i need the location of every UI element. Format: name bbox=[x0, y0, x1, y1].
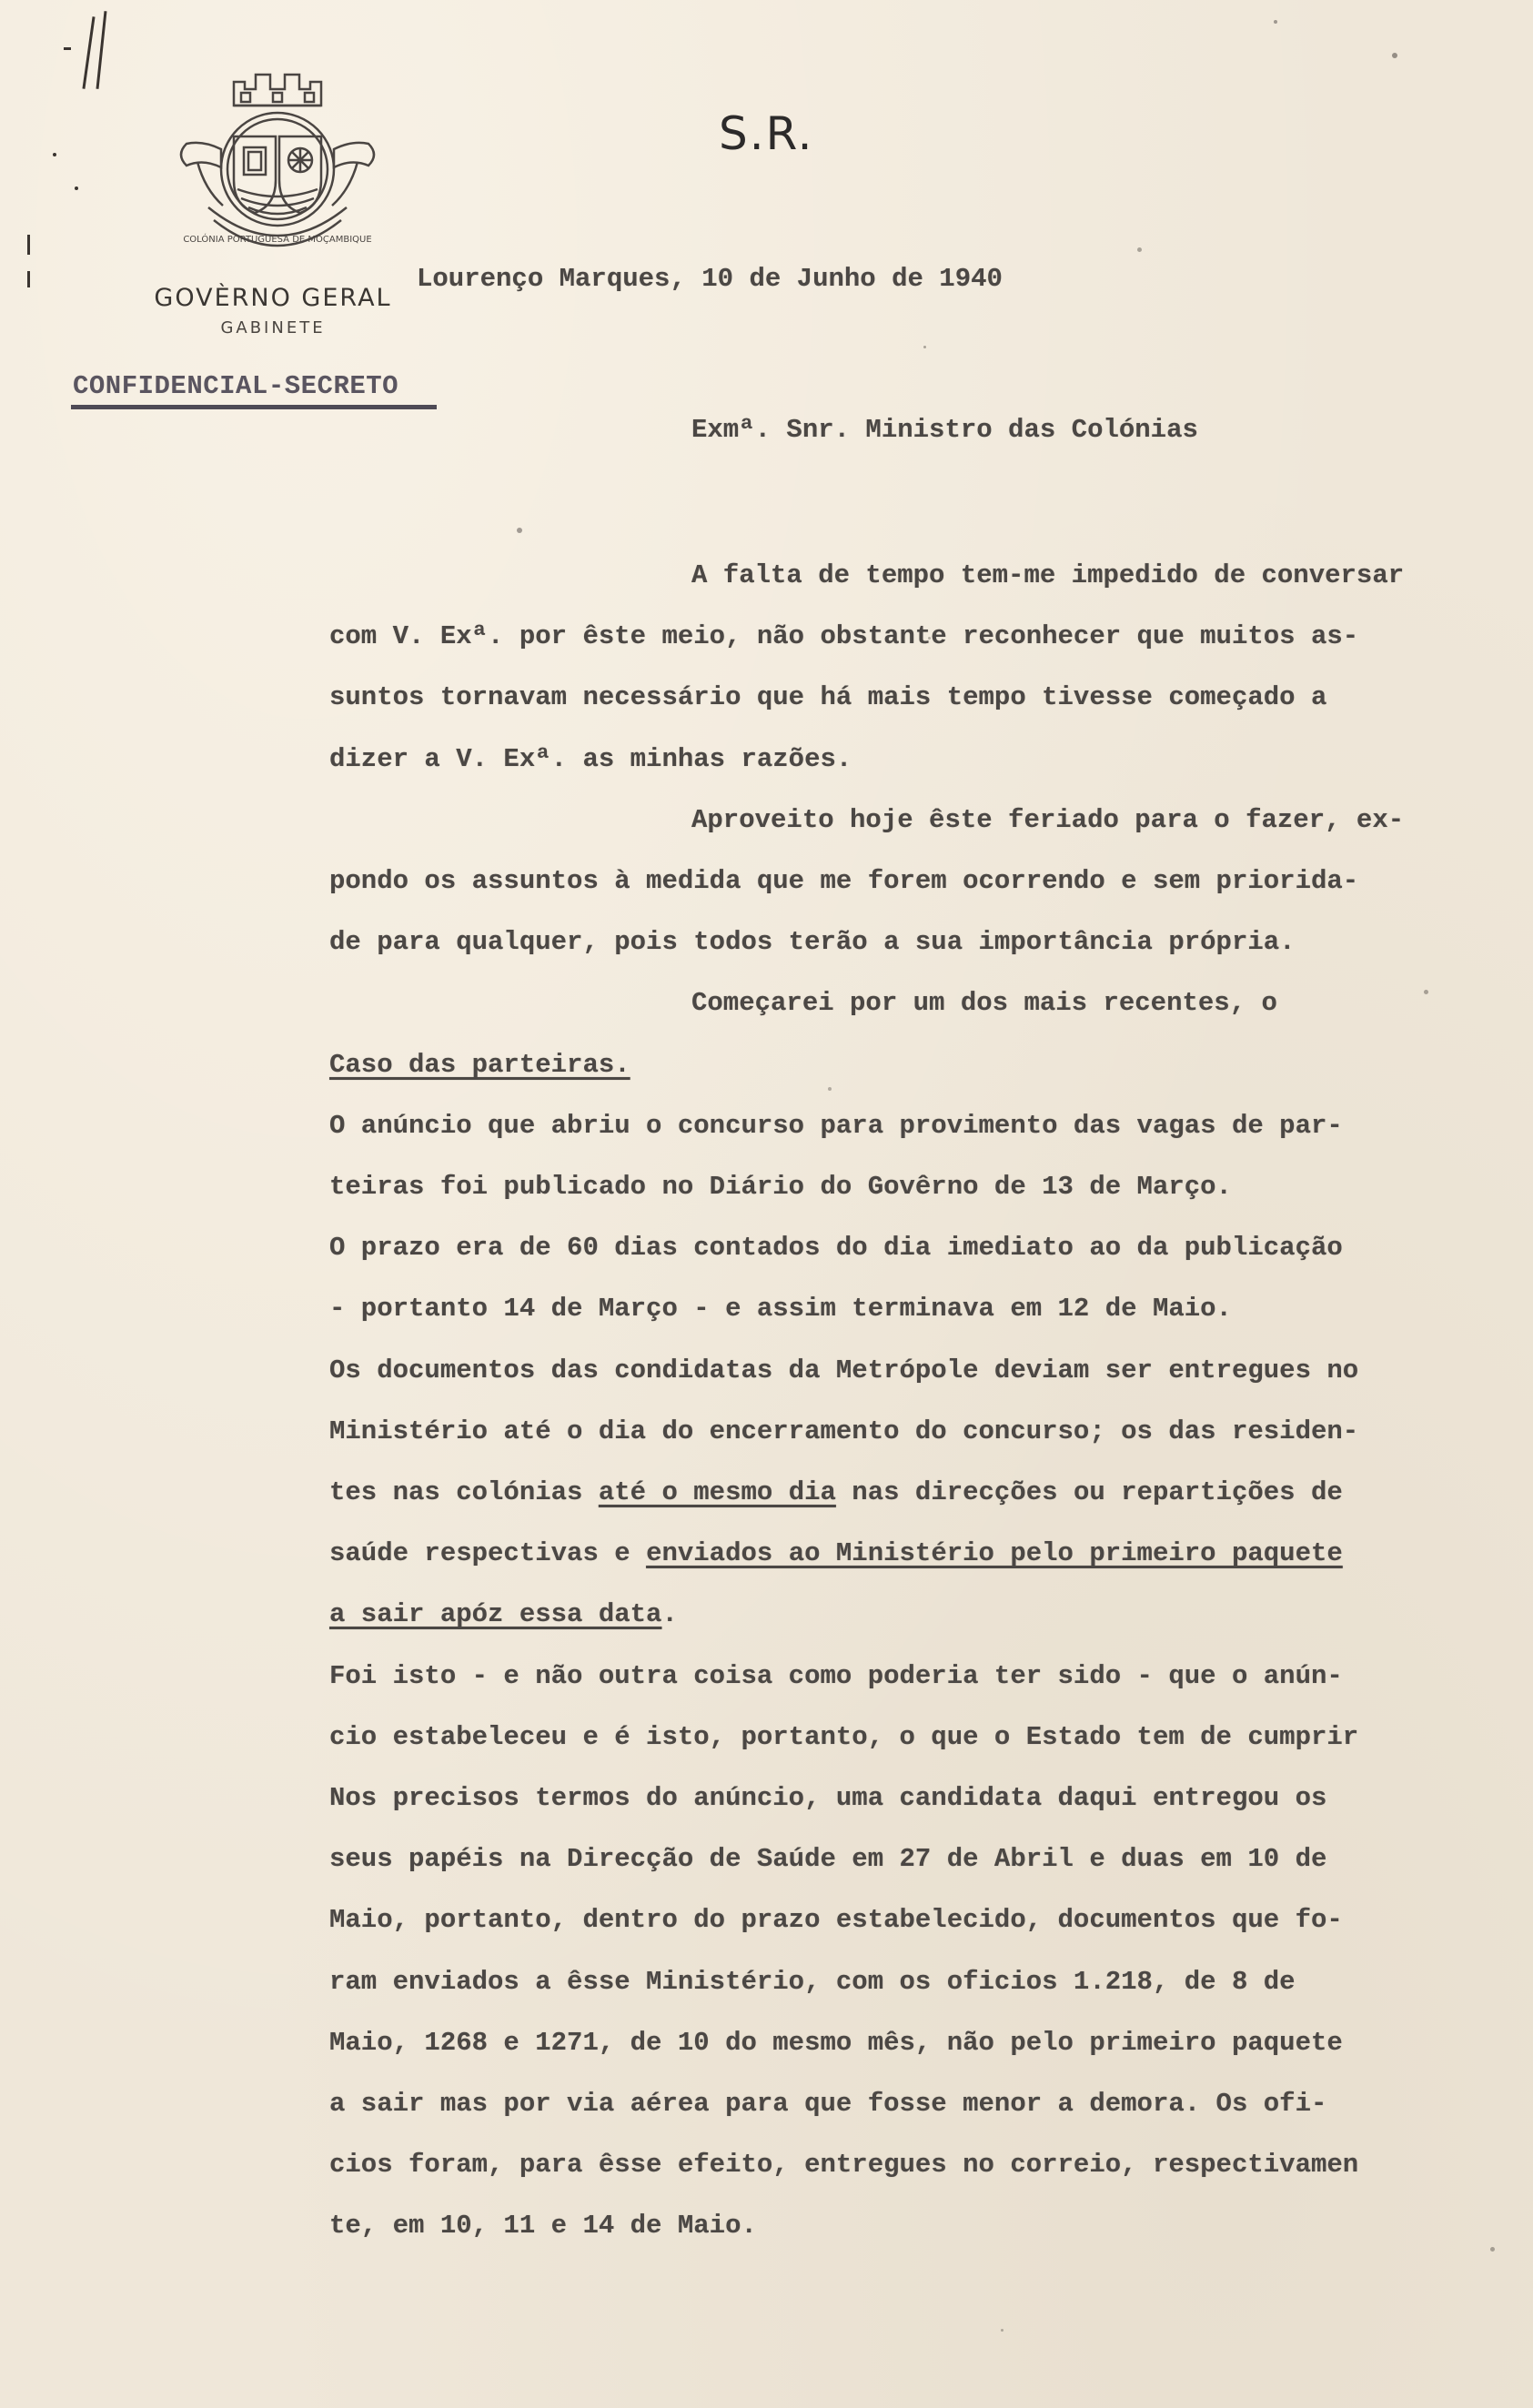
body-line: a sair mas por via aérea para que fosse menor a demora. Os ofi- bbox=[329, 2089, 1327, 2119]
body-line: dizer a V. Exª. as minhas razões. bbox=[329, 744, 852, 774]
body-line: com V. Exª. por êste meio, não obstante reconhecer que muitos as- bbox=[329, 621, 1359, 651]
body-line: O anúncio que abriu o concurso para provimento das vagas de par- bbox=[329, 1111, 1343, 1141]
body-line: cio estabeleceu e é isto, portanto, o que o Estado tem de cumprir bbox=[329, 1722, 1359, 1752]
security-mark: S.R. bbox=[719, 107, 814, 160]
body-line: suntos tornavam necessário que há mais tempo tivesse começado a bbox=[329, 682, 1327, 712]
body-line: - portanto 14 de Março - e assim terminava em 12 de Maio. bbox=[329, 1294, 1232, 1324]
body-line: saúde respectivas e enviados ao Ministério pelo primeiro paquete bbox=[329, 1538, 1343, 1568]
body-line: te, em 10, 11 e 14 de Maio. bbox=[329, 2211, 757, 2241]
body-line: Foi isto - e não outra coisa como poderia ter sido - que o anún- bbox=[329, 1661, 1343, 1691]
body-line: pondo os assuntos à medida que me forem ocorrendo e sem priorida- bbox=[329, 866, 1359, 896]
body-line: cios foram, para êsse efeito, entregues no correio, respectivamen bbox=[329, 2150, 1359, 2180]
body-line: teiras foi publicado no Diário do Govêrno de 13 de Março. bbox=[329, 1172, 1232, 1202]
department-name: GABINETE bbox=[220, 318, 326, 338]
body-line: Começarei por um dos mais recentes, o bbox=[691, 988, 1277, 1018]
body-line: Maio, 1268 e 1271, de 10 do mesmo mês, não pelo primeiro paquete bbox=[329, 2028, 1343, 2058]
body-line: Ministério até o dia do encerramento do concurso; os das residen- bbox=[329, 1416, 1359, 1446]
body-line: de para qualquer, pois todos terão a sua importância própria. bbox=[329, 927, 1296, 957]
body-line: O prazo era de 60 dias contados do dia imediato ao da publicação bbox=[329, 1233, 1343, 1263]
body-line: seus papéis na Direcção de Saúde em 27 de Abril e duas em 10 de bbox=[329, 1844, 1327, 1874]
classification-underline bbox=[71, 405, 437, 409]
body-line: Aproveito hoje êste feriado para o fazer, ex- bbox=[691, 805, 1405, 835]
place-and-date: Lourenço Marques, 10 de Junho de 1940 bbox=[417, 264, 1003, 294]
salutation: Exmª. Snr. Ministro das Colónias bbox=[691, 415, 1198, 445]
body-line: ram enviados a êsse Ministério, com os oficios 1.218, de 8 de bbox=[329, 1967, 1296, 1997]
body-line: Maio, portanto, dentro do prazo estabelecido, documentos que fo- bbox=[329, 1905, 1343, 1935]
body-line: Os documentos das condidatas da Metrópole deviam ser entregues no bbox=[329, 1355, 1359, 1385]
body-line: tes nas colónias até o mesmo dia nas direcções ou repartições de bbox=[329, 1477, 1343, 1507]
crest-ribbon-text: COLÓNIA PORTUGUESA DE MOÇAMBIQUE bbox=[183, 235, 372, 245]
body-line: A falta de tempo tem-me impedido de conversar bbox=[691, 560, 1405, 590]
classification-stamp: CONFIDENCIAL-SECRETO bbox=[73, 371, 399, 401]
coat-of-arms-icon bbox=[150, 53, 405, 262]
office-name: GOVÈRNO GERAL bbox=[154, 284, 392, 312]
body-line: a sair apóz essa data. bbox=[329, 1599, 678, 1629]
body-line: Nos precisos termos do anúncio, uma candidata daqui entregou os bbox=[329, 1783, 1327, 1813]
body-line: Caso das parteiras. bbox=[329, 1050, 630, 1080]
